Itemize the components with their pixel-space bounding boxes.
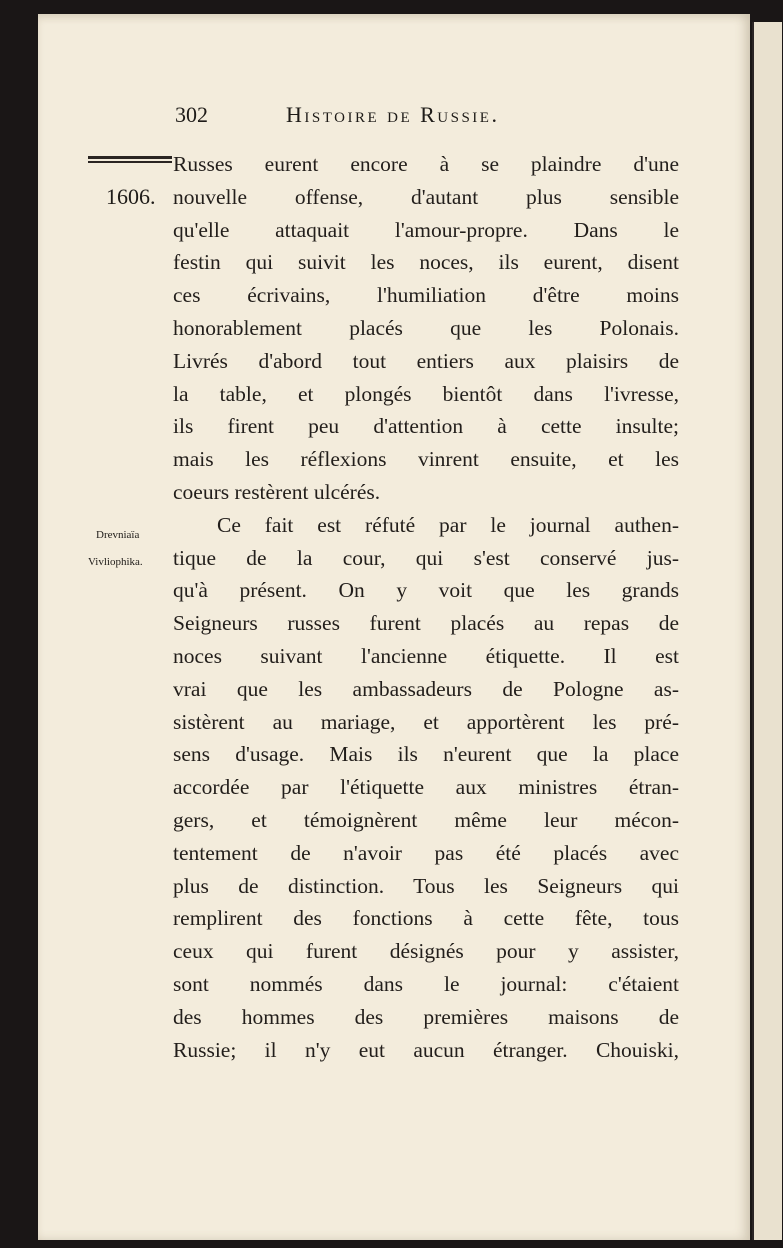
text-line: remplirent des fonctions à cette fête, tous (173, 906, 679, 931)
text-line: Seigneurs russes furent placés au repas de (173, 611, 679, 636)
page-number: 302 (175, 102, 208, 127)
text-line: Russie; il n'y eut aucun étranger. Chouiski, (173, 1037, 679, 1062)
text-line: ces écrivains, l'humiliation d'être moins (173, 283, 679, 308)
text-line: ceux qui furent désignés pour y assister, (173, 939, 679, 964)
text-line: Livrés d'abord tout entiers aux plaisirs de (173, 348, 679, 373)
text-line: la table, et plongés bientôt dans l'ivresse, (173, 381, 679, 406)
text-line: tique de la cour, qui s'est conservé jus- (173, 545, 679, 570)
text-line: ils firent peu d'attention à cette insulte; (173, 414, 679, 439)
next-page-edge (752, 22, 782, 1240)
margin-rule (88, 156, 172, 164)
text-line: qu'elle attaquait l'amour-propre. Dans le (173, 217, 679, 242)
text-line: noces suivant l'ancienne étiquette. Il est (173, 643, 679, 668)
text-line: gers, et témoignèrent même leur mécon- (173, 807, 679, 832)
text-line: tentement de n'avoir pas été placés avec (173, 840, 679, 865)
text-line: Russes eurent encore à se plaindre d'une (173, 152, 679, 176)
text-line: mais les réflexions vinrent ensuite, et les (173, 447, 679, 472)
text-line: honorablement placés que les Polonais. (173, 315, 679, 340)
text-line: Ce fait est réfuté par le journal authen- (217, 512, 679, 537)
text-line: sont nommés dans le journal: c'étaient (173, 971, 679, 996)
text-line: sistèrent au mariage, et apportèrent les pré- (173, 709, 679, 734)
margin-source-note: Vivliophika. (88, 556, 143, 568)
margin-year: 1606. (106, 184, 156, 209)
text-line: des hommes des premières maisons de (173, 1004, 679, 1029)
text-line: vrai que les ambassadeurs de Pologne as- (173, 676, 679, 701)
text-line: coeurs restèrent ulcérés. (173, 479, 381, 504)
text-line: sens d'usage. Mais ils n'eurent que la place (173, 742, 679, 767)
text-line: festin qui suivit les noces, ils eurent, disent (173, 250, 679, 275)
margin-source-note: Drevniaïa (96, 529, 140, 541)
text-line: nouvelle offense, d'autant plus sensible (173, 184, 679, 209)
text-line: qu'à présent. On y voit que les grands (173, 578, 679, 603)
body-text (173, 148, 679, 1066)
running-title: Histoire de Russie. (286, 102, 500, 127)
text-line: plus de distinction. Tous les Seigneurs qui (173, 873, 679, 898)
text-line: accordée par l'étiquette aux ministres étran- (173, 775, 679, 800)
